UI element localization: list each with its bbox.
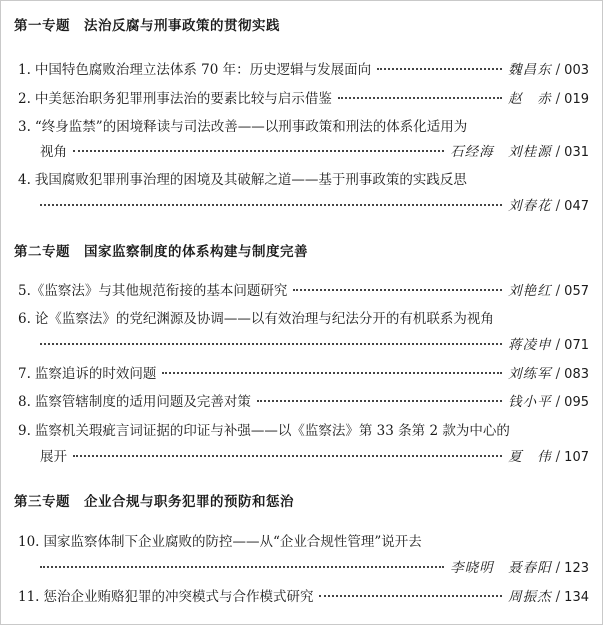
separator: / [555,560,561,576]
leader-dots [40,566,444,568]
separator: / [555,337,561,353]
entry-title: 中美惩治职务犯罪刑事法治的要素比较与启示借鉴 [34,91,332,107]
entry-title: 监察管辖制度的适用问题及完善对策 [34,394,251,410]
entry-author: 刘练军 [508,366,552,382]
separator: / [555,449,561,465]
entry-title: 中国特色腐败治理立法体系 70 年：历史逻辑与发展面向 [34,62,372,78]
entry-title: 监察机关瑕疵言词证据的印证与补强——以《监察法》第 33 条第 2 款为中心的 [34,423,510,439]
entry-page: 071 [564,338,589,353]
leader-dots [319,595,502,597]
entry-number: 6. [18,311,31,327]
entry-title-continuation: 展开 [40,449,67,465]
toc-entry[interactable] [18,307,589,327]
entry-page: 019 [564,92,589,107]
toc-entry[interactable] [18,115,589,135]
entry-author: 李晓明 聂春阳 [450,560,552,576]
separator: / [555,589,561,605]
entry-page: 107 [564,450,589,465]
toc-entry-continuation[interactable] [40,140,589,160]
entry-title: 监察追诉的时效问题 [34,366,157,382]
entry-author: 石经海 刘桂源 [450,144,552,160]
entry-page: 057 [564,284,589,299]
entry-page: 047 [564,199,589,214]
entry-author: 夏 伟 [508,449,552,465]
leader-dots [293,289,502,291]
toc-entry[interactable] [18,362,589,382]
entry-author: 钱小平 [508,394,552,410]
leader-dots [338,97,502,99]
separator: / [555,62,561,78]
entry-title: 国家监察体制下企业腐败的防控——从“企业合规性管理”说开去 [43,534,422,550]
entry-page: 003 [564,63,589,78]
toc-entry[interactable] [18,87,589,107]
entry-number: 7. [18,366,31,382]
toc-entry-continuation[interactable] [40,333,589,353]
entry-author: 蒋凌申 [508,337,552,353]
entry-author: 赵 赤 [508,91,552,107]
entry-number: 2. [18,91,31,107]
separator: / [555,366,561,382]
toc-entry[interactable] [18,279,589,299]
entry-page: 095 [564,395,589,410]
entry-author: 魏昌东 [508,62,552,78]
section-heading: 第一专题 法治反腐与刑事政策的贯彻实践 [14,18,280,34]
separator: / [555,394,561,410]
section-heading: 第三专题 企业合规与职务犯罪的预防和惩治 [14,494,294,510]
entry-number: 5. [18,283,31,299]
toc-entry-continuation[interactable] [40,194,589,214]
entry-number: 4. [18,172,31,188]
entry-page: 134 [564,590,589,605]
separator: / [555,283,561,299]
toc-entry[interactable] [18,390,589,410]
entry-title: 惩治企业贿赂犯罪的冲突模式与合作模式研究 [43,589,314,605]
leader-dots [162,372,502,374]
leader-dots [257,400,502,402]
toc-entry[interactable] [18,168,589,188]
separator: / [555,144,561,160]
entry-number: 8. [18,394,31,410]
separator: / [555,198,561,214]
entry-page: 083 [564,367,589,382]
toc-entry-continuation[interactable] [40,556,589,576]
entry-page: 123 [564,561,589,576]
entry-page: 031 [564,145,589,160]
entry-title-continuation: 视角 [40,144,67,160]
entry-title: 《监察法》与其他规范衔接的基本问题研究 [30,283,288,299]
toc-entry[interactable] [18,530,589,550]
toc-entry-continuation[interactable] [40,445,589,465]
entry-number: 1. [18,62,31,78]
entry-author: 刘春花 [508,198,552,214]
leader-dots [40,343,502,345]
entry-title: 我国腐败犯罪刑事治理的困境及其破解之道——基于刑事政策的实践反思 [34,172,467,188]
entry-number: 11. [18,589,40,605]
section-heading: 第二专题 国家监察制度的体系构建与制度完善 [14,244,308,260]
toc-entry[interactable] [18,585,589,605]
entry-title: “终身监禁”的困境释读与司法改善——以刑事政策和刑法的体系化适用为 [34,119,468,135]
separator: / [555,91,561,107]
entry-author: 刘艳红 [508,283,552,299]
toc-entry[interactable] [18,58,589,78]
leader-dots [40,204,502,206]
leader-dots [73,455,502,457]
entry-number: 10. [18,534,40,550]
entry-number: 9. [18,423,31,439]
entry-title: 论《监察法》的党纪渊源及协调——以有效治理与纪法分开的有机联系为视角 [34,311,494,327]
leader-dots [377,68,502,70]
toc-entry[interactable] [18,419,589,439]
entry-number: 3. [18,119,31,135]
leader-dots [73,150,444,152]
entry-author: 周振杰 [508,589,552,605]
